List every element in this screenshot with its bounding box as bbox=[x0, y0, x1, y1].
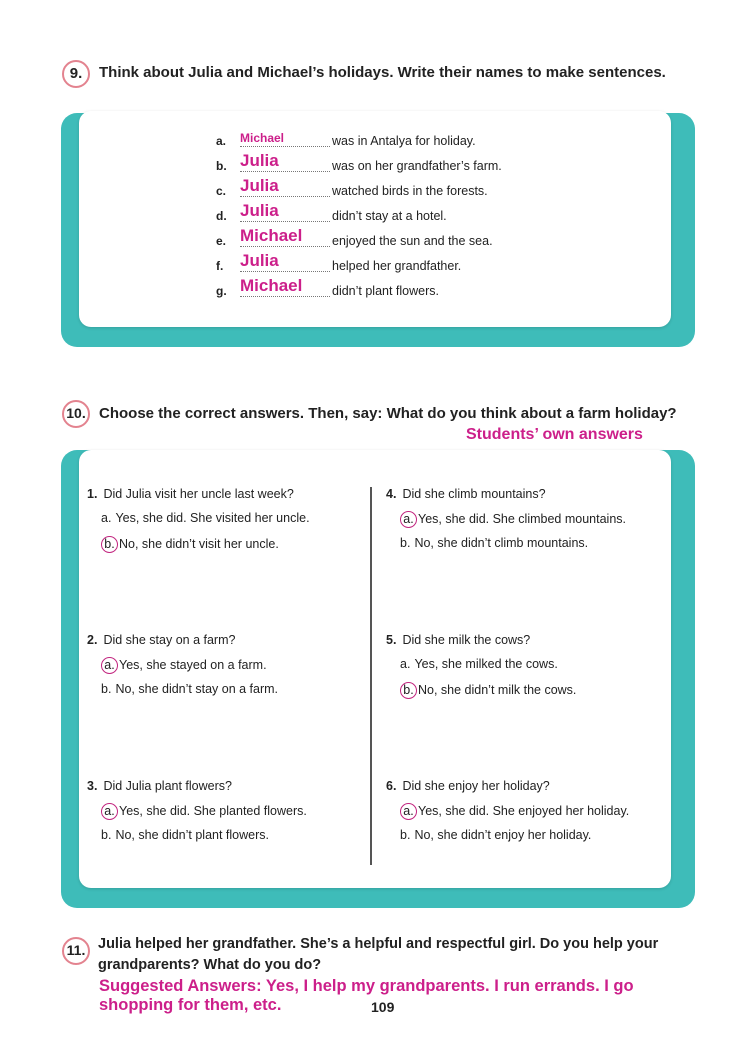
sentence-text: didn’t plant flowers. bbox=[332, 284, 440, 298]
option-letter: a. bbox=[101, 511, 112, 525]
option-a[interactable] bbox=[101, 657, 267, 674]
circled-option-letter: a. bbox=[101, 803, 118, 820]
option-a[interactable] bbox=[400, 657, 558, 671]
sentence-row bbox=[216, 178, 556, 198]
sentence-text: was on her grandfather’s farm. bbox=[332, 159, 502, 173]
sentence-letter: c. bbox=[216, 184, 227, 198]
sentence-text: watched birds in the forests. bbox=[332, 184, 488, 198]
question-2 bbox=[87, 633, 235, 647]
sentence-letter: e. bbox=[216, 234, 227, 248]
circled-option-letter: b. bbox=[101, 536, 118, 553]
handwritten-answer: Julia bbox=[240, 251, 279, 270]
option-b[interactable] bbox=[400, 828, 591, 842]
sentence-letter: d. bbox=[216, 209, 227, 223]
handwritten-answer: Julia bbox=[240, 151, 279, 170]
exercise-11-instruction-line2: grandparents? What do you do? bbox=[98, 957, 322, 973]
option-letter: b. bbox=[101, 682, 112, 696]
sentence-text: helped her grandfather. bbox=[332, 259, 462, 273]
sentence-letter: a. bbox=[216, 134, 227, 148]
option-a[interactable] bbox=[101, 511, 310, 525]
circled-option-letter: a. bbox=[101, 657, 118, 674]
exercise-10-instruction: Choose the correct answers. Then, say: What do you think about a farm holiday? bbox=[99, 405, 677, 422]
option-a[interactable] bbox=[400, 511, 626, 528]
exercise-10-number: 10. bbox=[62, 400, 90, 428]
question-text: Did Julia plant flowers? bbox=[103, 779, 232, 793]
handwritten-answer: Julia bbox=[240, 176, 279, 195]
option-b[interactable] bbox=[101, 682, 278, 696]
question-number: 2. bbox=[87, 633, 98, 647]
question-6 bbox=[386, 779, 550, 793]
handwritten-answer: Michael bbox=[240, 226, 303, 245]
question-text: Did she stay on a farm? bbox=[103, 633, 236, 647]
question-text: Did Julia visit her uncle last week? bbox=[103, 487, 294, 501]
option-text: Yes, she did. She enjoyed her holiday. bbox=[418, 804, 630, 818]
sentence-row bbox=[216, 228, 556, 248]
exercise-9-instruction: Think about Julia and Michael’s holidays. Write their names to make sentences. bbox=[99, 64, 666, 81]
sentence-row bbox=[216, 278, 556, 298]
option-b[interactable] bbox=[400, 682, 576, 699]
sentence-row bbox=[216, 253, 556, 273]
question-4 bbox=[386, 487, 546, 501]
question-number: 6. bbox=[386, 779, 397, 793]
option-text: Yes, she stayed on a farm. bbox=[119, 658, 267, 672]
question-3 bbox=[87, 779, 232, 793]
question-text: Did she milk the cows? bbox=[402, 633, 531, 647]
circled-option-letter: b. bbox=[400, 682, 417, 699]
sentence-letter: f. bbox=[216, 259, 224, 273]
handwritten-answer: Julia bbox=[240, 201, 279, 220]
option-text: No, she didn’t enjoy her holiday. bbox=[414, 828, 592, 842]
option-letter: a. bbox=[400, 657, 411, 671]
option-b[interactable] bbox=[101, 828, 269, 842]
sentence-text: didn’t stay at a hotel. bbox=[332, 209, 447, 223]
sentence-row bbox=[216, 128, 556, 148]
option-b[interactable] bbox=[101, 536, 279, 553]
question-1 bbox=[87, 487, 294, 501]
option-text: Yes, she did. She planted flowers. bbox=[119, 804, 307, 818]
circled-option-letter: a. bbox=[400, 511, 417, 528]
sentence-text: enjoyed the sun and the sea. bbox=[332, 234, 493, 248]
option-a[interactable] bbox=[101, 803, 307, 820]
handwritten-answer: Michael bbox=[240, 276, 303, 295]
option-text: Yes, she did. She climbed mountains. bbox=[418, 512, 626, 526]
option-text: Yes, she did. She visited her uncle. bbox=[115, 511, 310, 525]
question-text: Did she climb mountains? bbox=[402, 487, 546, 501]
exercise-11-number: 11. bbox=[62, 937, 90, 965]
question-number: 5. bbox=[386, 633, 397, 647]
page-number: 109 bbox=[371, 999, 395, 1015]
sentence-letter: b. bbox=[216, 159, 227, 173]
suggested-answer-line1: Suggested Answers: Yes, I help my grandparents. I run errands. I go bbox=[99, 977, 634, 995]
suggested-answer-line2: shopping for them, etc. bbox=[99, 996, 282, 1014]
question-number: 4. bbox=[386, 487, 397, 501]
question-text: Did she enjoy her holiday? bbox=[402, 779, 550, 793]
question-number: 1. bbox=[87, 487, 98, 501]
sentence-list bbox=[216, 128, 556, 318]
option-a[interactable] bbox=[400, 803, 629, 820]
option-letter: b. bbox=[400, 536, 411, 550]
option-text: No, she didn’t visit her uncle. bbox=[119, 537, 279, 551]
question-number: 3. bbox=[87, 779, 98, 793]
exercise-9-number: 9. bbox=[62, 60, 90, 88]
option-text: No, she didn’t climb mountains. bbox=[414, 536, 589, 550]
column-divider bbox=[370, 487, 372, 865]
option-text: No, she didn’t plant flowers. bbox=[115, 828, 269, 842]
sentence-letter: g. bbox=[216, 284, 227, 298]
option-text: No, she didn’t stay on a farm. bbox=[115, 682, 279, 696]
handwritten-answer: Michael bbox=[240, 131, 285, 145]
students-own-answers-note: Students’ own answers bbox=[466, 426, 643, 443]
sentence-row bbox=[216, 153, 556, 173]
sentence-row bbox=[216, 203, 556, 223]
circled-option-letter: a. bbox=[400, 803, 417, 820]
question-5 bbox=[386, 633, 530, 647]
sentence-text: was in Antalya for holiday. bbox=[332, 134, 476, 148]
option-text: Yes, she milked the cows. bbox=[414, 657, 558, 671]
option-text: No, she didn’t milk the cows. bbox=[418, 683, 577, 697]
option-letter: b. bbox=[101, 828, 112, 842]
option-letter: b. bbox=[400, 828, 411, 842]
exercise-11-instruction-line1: Julia helped her grandfather. She’s a helpful and respectful girl. Do you help your bbox=[98, 936, 659, 952]
option-b[interactable] bbox=[400, 536, 588, 550]
